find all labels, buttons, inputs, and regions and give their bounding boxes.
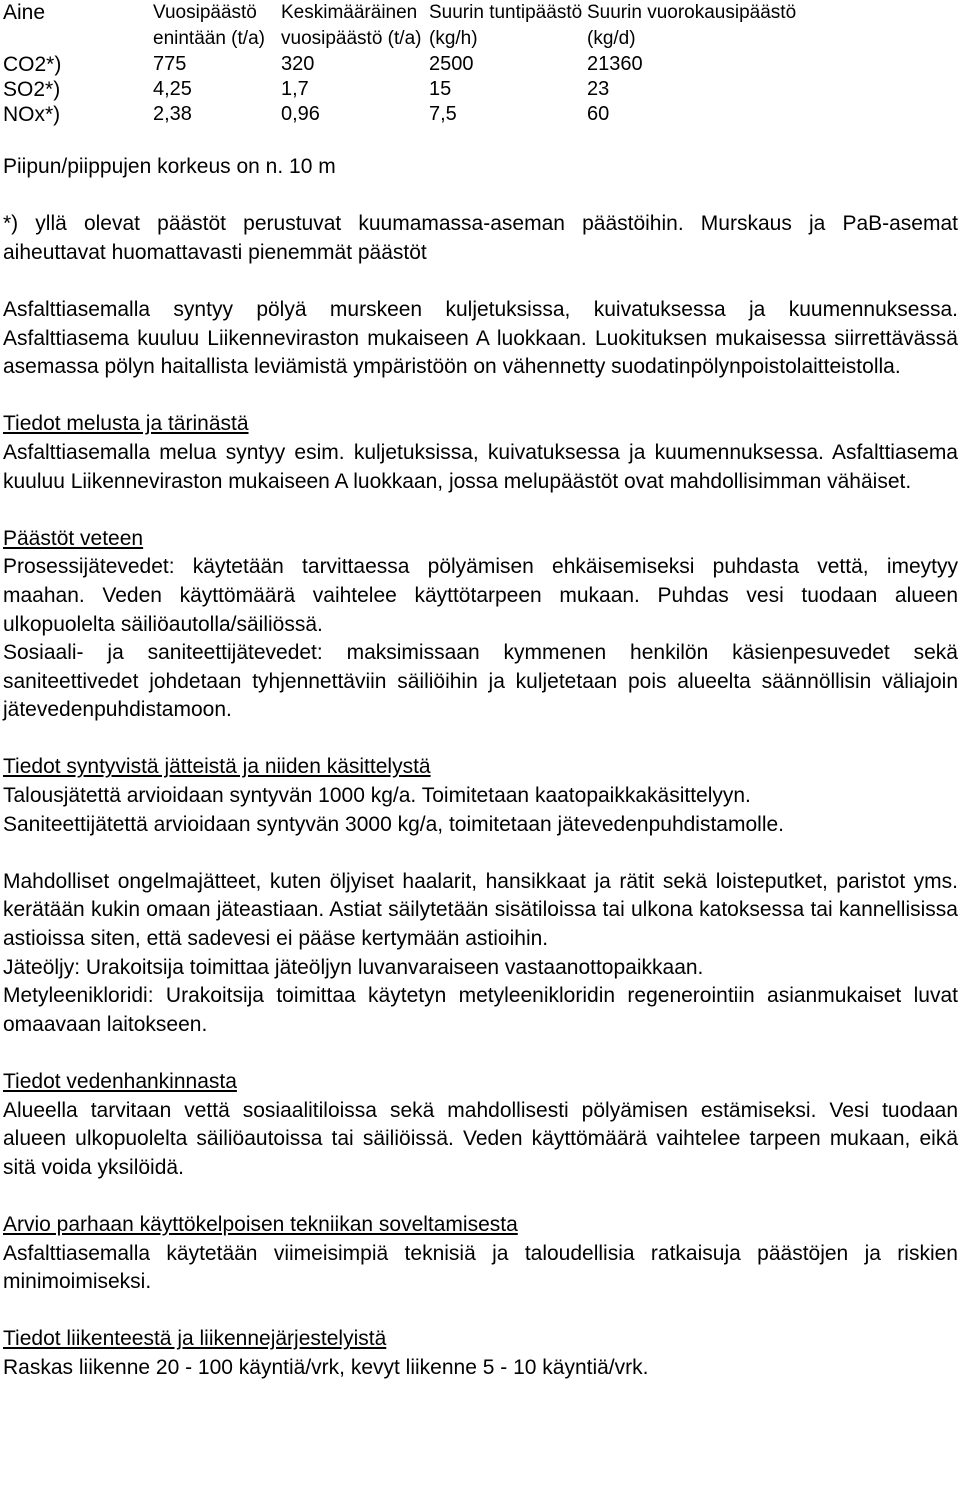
table-cell: CO2*) <box>3 53 62 76</box>
household-waste-text: Talousjätettä arvioidaan syntyvän 1000 kg/a. Toimitetaan kaatopaikkakäsittelyyn. <box>3 784 751 808</box>
header-max-daily: Suurin vuorokausipäästö (kg/d) <box>587 2 797 49</box>
methylene-chloride-text: Metyleenikloridi: Urakoitsija toimittaa käytetyn metyleenikloridin regenerointiin asianmukaiset luvat omaavaan laitokseen. <box>3 984 958 1036</box>
header-annual-avg: Keskimääräinen vuosipäästö (t/a) <box>281 2 422 49</box>
table-cell: 23 <box>587 78 610 100</box>
hazardous-waste-paragraph: Mahdolliset ongelmajätteet, kuten öljyiset haalarit, hansikkaat ja rätit sekä loisteputket, paristot yms. kerätään kukin omaan jäteastiaan. Astiat säilytetään sisätiloissa tai ulkona katoksessa tai kannellisissa astioissa siten, että sadevesi ei pääse kertymään astioihin. <box>3 869 958 951</box>
document-page <box>3 0 958 1383</box>
emissions-table-header <box>3 0 796 52</box>
table-cell: 775 <box>153 53 187 75</box>
header-substance: Aine <box>3 1 46 24</box>
table-cell: 1,7 <box>281 78 309 100</box>
traffic-heading: Tiedot liikenteestä ja liikennejärjestelyistä <box>3 1327 387 1351</box>
table-row <box>3 52 796 77</box>
bat-heading: Arvio parhaan käyttökelpoisen tekniikan soveltamisesta <box>3 1212 518 1236</box>
waste-oil-text: Jäteöljy: Urakoitsija toimittaa jäteöljyn luvanvaraiseen vastaanottopaikkaan. <box>3 955 704 979</box>
table-cell: 7,5 <box>429 103 457 125</box>
table-cell: 21360 <box>587 53 643 75</box>
table-cell: 60 <box>587 103 610 125</box>
emission-footnote: *) yllä olevat päästöt perustuvat kuumamassa-aseman päästöihin. Murskaus ja PaB-asemat aiheuttavat huomattavasti pienemmät päästöt <box>3 212 958 264</box>
sanitary-water-paragraph: Sosiaali- ja saniteettijätevedet: maksimissaan kymmenen henkilön käsienpesuvedet sekä saniteettivedet johdetaan tyhjennettäviin säiliöihin ja kuljetetaan pois alueelta säännöllisin väliajoin jätevedenpuhdistamoon. <box>3 641 958 722</box>
sanitary-waste-text: Saniteettijätettä arvioidaan syntyvän 3000 kg/a, toimitetaan jätevedenpuhdistamolle. <box>3 812 784 836</box>
table-cell: NOx*) <box>3 103 61 126</box>
header-max-hourly: Suurin tuntipäästö (kg/h) <box>429 2 583 49</box>
waste-heading: Tiedot syntyvistä jätteistä ja niiden käsittelystä <box>3 755 431 779</box>
dust-paragraph: Asfalttiasemalla syntyy pölyä murskeen kuljetuksissa, kuivatuksessa ja kuumennuksessa. Asfalttiasema kuuluu Liikenneviraston mukaiseen A luokkaan. Luokituksen mukaisessa siirrettävässä asemassa pölyn haitallista leviämistä ympäristöön on vähennetty suodatinpölynpoistolaitteistolla. <box>3 297 958 379</box>
water-emissions-heading: Päästöt veteen <box>3 526 144 550</box>
table-row <box>3 77 796 102</box>
table-cell: 2,38 <box>153 103 192 125</box>
water-supply-paragraph: Alueella tarvitaan vettä sosiaalitiloissa sekä mahdollisesti pölyämisen estämiseksi. Vesi tuodaan alueen ulkopuolelta säiliöautoissa tai säiliöissä. Veden käyttömäärä vaihtelee tarpeen mukaan, eikä sitä voida yksilöidä. <box>3 1098 958 1179</box>
table-cell: 15 <box>429 78 452 100</box>
noise-heading: Tiedot melusta ja tärinästä <box>3 412 249 436</box>
table-cell: 0,96 <box>281 103 320 125</box>
header-annual-max: Vuosipäästö enintään (t/a) <box>153 2 265 49</box>
table-row <box>3 102 796 127</box>
bat-paragraph: Asfalttiasemalla käytetään viimeisimpiä teknisiä ja taloudellisia ratkaisuja päästöjen ja riskien minimoimiseksi. <box>3 1241 958 1294</box>
traffic-paragraph: Raskas liikenne 20 - 100 käyntiä/vrk, kevyt liikenne 5 - 10 käyntiä/vrk. <box>3 1355 649 1379</box>
noise-paragraph: Asfalttiasemalla melua syntyy esim. kuljetuksissa, kuivatuksessa ja kuumennuksessa. Asfalttiasema kuuluu Liikenneviraston mukaiseen A luokkaan, jossa melupäästöt ovat mahdollisimman vähäiset. <box>3 440 958 493</box>
process-water-paragraph: Prosessijätevedet: käytetään tarvittaessa pölyämisen ehkäisemiseksi puhdasta vettä, imeytyy maahan. Veden käyttömäärä vaihtelee käyttötarpeen mukaan. Puhdas vesi tuodaan alueen ulkopuolelta säiliöautolla/säiliössä. <box>3 555 958 636</box>
emissions-table <box>3 0 796 127</box>
table-cell: SO2*) <box>3 78 61 101</box>
chimney-height-text: Piipun/piippujen korkeus on n. 10 m <box>3 155 336 178</box>
table-cell: 2500 <box>429 53 474 75</box>
table-cell: 4,25 <box>153 78 192 100</box>
table-cell: 320 <box>281 53 315 75</box>
water-supply-heading: Tiedot vedenhankinnasta <box>3 1070 237 1093</box>
